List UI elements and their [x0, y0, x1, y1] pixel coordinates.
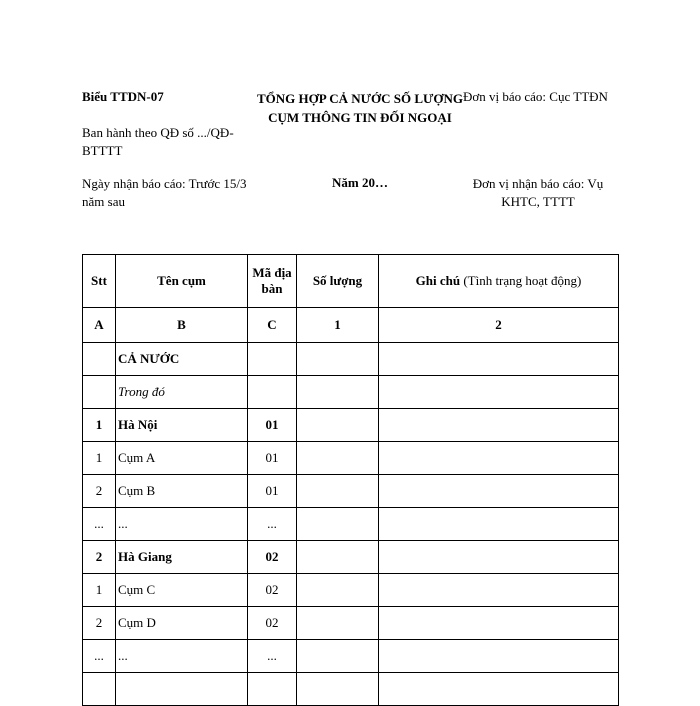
- cell-name: Hà Nội: [116, 409, 248, 442]
- table-row: [83, 640, 619, 673]
- cell-note: [379, 343, 619, 376]
- cell-area-code: 01: [248, 442, 297, 475]
- cell-area-code: 02: [248, 574, 297, 607]
- cell-stt: 2: [83, 607, 116, 640]
- column-header-area-code: Mã địa bàn: [248, 255, 297, 308]
- cell-quantity: [297, 508, 379, 541]
- table-row: [83, 574, 619, 607]
- column-letter-row: [83, 308, 619, 343]
- column-letter: C: [248, 308, 297, 343]
- cell-area-code: [248, 673, 297, 706]
- column-header-stt: Stt: [83, 255, 116, 308]
- report-unit: Đơn vị báo cáo: Cục TTĐN: [463, 89, 608, 104]
- cell-stt: ...: [83, 508, 116, 541]
- cell-name: ...: [116, 640, 248, 673]
- column-letter: 2: [379, 308, 619, 343]
- cell-quantity: [297, 607, 379, 640]
- cell-note: [379, 607, 619, 640]
- cell-area-code: 02: [248, 541, 297, 574]
- cell-note: [379, 376, 619, 409]
- cell-quantity: [297, 343, 379, 376]
- cell-name: Hà Giang: [116, 541, 248, 574]
- cell-name: CẢ NƯỚC: [116, 343, 248, 376]
- cell-area-code: 01: [248, 409, 297, 442]
- cell-name: Cụm D: [116, 607, 248, 640]
- form-code: Biểu TTDN-07: [82, 89, 164, 104]
- cell-quantity: [297, 442, 379, 475]
- cell-name: Cụm B: [116, 475, 248, 508]
- table-body: [83, 343, 619, 706]
- cell-note: [379, 640, 619, 673]
- table-row: [83, 607, 619, 640]
- table-header-row: [83, 255, 619, 308]
- column-header-note: [379, 255, 619, 308]
- table-row: [83, 409, 619, 442]
- document-title: TỔNG HỢP CẢ NƯỚC SỐ LƯỢNG CỤM THÔNG TIN ĐỐI NGOẠI: [257, 91, 463, 125]
- table-row: [83, 475, 619, 508]
- cell-stt: [83, 673, 116, 706]
- table-row: [83, 673, 619, 706]
- cell-area-code: [248, 343, 297, 376]
- cell-stt: 1: [83, 409, 116, 442]
- column-letter: 1: [297, 308, 379, 343]
- report-year: Năm 20…: [332, 175, 388, 190]
- cell-note: [379, 508, 619, 541]
- cell-note: [379, 475, 619, 508]
- cell-name: Cụm A: [116, 442, 248, 475]
- cell-quantity: [297, 409, 379, 442]
- cell-stt: ...: [83, 640, 116, 673]
- cell-note: [379, 673, 619, 706]
- column-letter: B: [116, 308, 248, 343]
- cell-note: [379, 574, 619, 607]
- column-letter: A: [83, 308, 116, 343]
- receive-date: Ngày nhận báo cáo: Trước 15/3 năm sau: [82, 176, 247, 209]
- cell-area-code: ...: [248, 640, 297, 673]
- cell-stt: 2: [83, 475, 116, 508]
- cell-quantity: [297, 541, 379, 574]
- cell-note: [379, 409, 619, 442]
- table-row: [83, 343, 619, 376]
- table-row: [83, 442, 619, 475]
- cell-area-code: 02: [248, 607, 297, 640]
- cell-name: Trong đó: [116, 376, 248, 409]
- table-row: [83, 376, 619, 409]
- note-header-detail: (Tình trạng hoạt động): [460, 273, 582, 288]
- cell-stt: [83, 343, 116, 376]
- cell-quantity: [297, 376, 379, 409]
- cell-note: [379, 541, 619, 574]
- note-header-label: Ghi chú: [415, 273, 461, 288]
- cell-name: [116, 673, 248, 706]
- cell-stt: 1: [83, 574, 116, 607]
- cell-name: ...: [116, 508, 248, 541]
- cell-area-code: 01: [248, 475, 297, 508]
- report-table: [82, 254, 619, 706]
- table-row: [83, 508, 619, 541]
- cell-quantity: [297, 640, 379, 673]
- issued-by-decision: Ban hành theo QĐ số .../QĐ-BTTTT: [82, 125, 234, 158]
- cell-note: [379, 442, 619, 475]
- cell-quantity: [297, 574, 379, 607]
- column-header-quantity: Số lượng: [297, 255, 379, 308]
- cell-name: Cụm C: [116, 574, 248, 607]
- cell-stt: [83, 376, 116, 409]
- cell-quantity: [297, 475, 379, 508]
- cell-stt: 2: [83, 541, 116, 574]
- table-row: [83, 541, 619, 574]
- cell-area-code: ...: [248, 508, 297, 541]
- cell-area-code: [248, 376, 297, 409]
- cell-quantity: [297, 673, 379, 706]
- receiver-unit: Đơn vị nhận báo cáo: Vụ KHTC, TTTT: [472, 176, 604, 209]
- column-header-name: Tên cụm: [116, 255, 248, 308]
- cell-stt: 1: [83, 442, 116, 475]
